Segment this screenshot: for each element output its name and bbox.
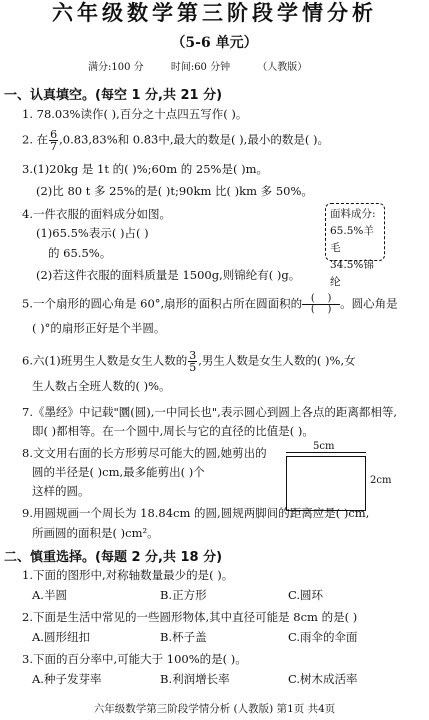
question-1-6a-post: ,男生人数是女生人数的( )%,女 <box>198 353 356 368</box>
question-1-1: 1. 78.03%读作( ),百分之十点四五写作( )。 <box>22 107 248 121</box>
rectangle-width-label: 5cm <box>313 441 335 452</box>
option-2-1-a: A.半圆 <box>32 588 67 602</box>
question-1-5a-post: 。圆心角是 <box>340 296 398 311</box>
rectangle-figure <box>286 456 366 511</box>
fraction-3-5 <box>188 350 197 373</box>
question-1-2-post: ,0.83̇,83%和 0.8̇3̇中,最大的数是( ),最小的数是( )。 <box>59 132 329 147</box>
page-footer: 六年级数学第三阶段学情分析 (人教版) 第1页 共4页 <box>93 703 336 715</box>
rectangle-width-line <box>286 452 366 453</box>
question-1-9b: 所画圆的面积是( )cm²。 <box>32 526 159 540</box>
question-1-4-1b: 的 65.5%。 <box>48 246 112 260</box>
exam-meta <box>88 58 331 73</box>
question-1-4: 4.一件衣服的面料成分如图。 <box>22 207 171 221</box>
blank-denominator: ( ) <box>310 304 332 315</box>
fabric-title: 面料成分: <box>330 208 376 220</box>
question-1-7b: 即( )都相等。在一个圆中,周长与它的直径的比值是( )。 <box>32 424 314 438</box>
option-2-3-a: A.种子发芽率 <box>32 672 102 686</box>
option-2-1-b: B.正方形 <box>160 588 207 602</box>
question-1-5a <box>22 294 398 315</box>
question-1-5a-pre: 5.一个扇形的圆心角是 60°,扇形的面积占所在圆面积的 <box>22 296 303 311</box>
question-2-3: 3.下面的百分率中,可能大于 100%的是( )。 <box>22 652 247 666</box>
option-2-2-a: A.圆形纽扣 <box>32 630 90 644</box>
question-1-2-pre: 2. 在 <box>22 132 49 147</box>
fraction-denominator: 7 <box>50 140 58 153</box>
option-2-2-c: C.雨伞的伞面 <box>288 630 358 644</box>
question-1-6b: 生人数占全班人数的( )%。 <box>32 379 171 393</box>
question-1-6a-pre: 6.六(1)班男生人数是女生人数的 <box>22 353 188 368</box>
page-title: 六年级数学第三阶段学情分析 <box>52 1 377 25</box>
time-label: 时间:60 分钟 <box>170 62 231 73</box>
question-1-3b: (2)比 80 t 多 25%的是( )t;90km 比( )km 多 50%。 <box>36 184 313 198</box>
question-1-8c: 这样的圆。 <box>32 484 90 498</box>
question-1-6a <box>22 350 356 373</box>
score-label: 满分:100 分 <box>88 62 144 73</box>
question-1-8b: 圆的半径是( )cm,最多能剪出( )个 <box>32 465 205 479</box>
fraction-denominator: 5 <box>189 361 197 374</box>
rectangle-height-label: 2cm <box>370 475 392 486</box>
fabric-label-box <box>325 203 385 288</box>
question-2-1: 1.下面的图形中,对称轴数量最少的是( )。 <box>22 568 234 582</box>
blank-numerator: ( ) <box>302 294 340 305</box>
section2-heading: 二、慎重选择。(每题 2 分,共 18 分) <box>4 550 223 565</box>
fabric-wool: 65.5%羊毛 <box>330 225 374 254</box>
option-2-2-b: B.杯子盖 <box>160 630 207 644</box>
option-2-3-b: B.利润增长率 <box>160 672 230 686</box>
question-1-4-1a: (1)65.5%表示( )占( ) <box>36 226 149 240</box>
question-1-4-2: (2)若这件衣服的面料质量是 1500g,则锦纶有( )g。 <box>36 268 301 282</box>
option-2-1-c: C.圆环 <box>288 588 324 602</box>
question-1-3a: 3.(1)20kg 是 1t 的( )%;60m 的 25%是( )m。 <box>22 162 269 176</box>
section1-heading: 一、认真填空。(每空 1 分,共 21 分) <box>4 88 223 103</box>
question-2-2: 2.下面是生活中常见的一些圆形物体,其中直径可能是 8cm 的是( ) <box>22 610 358 624</box>
option-2-3-c: C.树木成活率 <box>288 672 358 686</box>
edition-label: （人教版） <box>257 62 308 73</box>
page-subtitle: （5-6 单元） <box>171 35 258 51</box>
question-1-8a: 8.文文用右面的长方形剪尽可能大的圆,她剪出的 <box>22 446 267 460</box>
fraction-numerator: 3 <box>189 349 197 362</box>
fabric-nylon: 34.5%锦纶 <box>330 259 374 288</box>
fraction-numerator: 6 <box>50 128 58 141</box>
question-1-7a: 7.《墨经》中记载"圜(圆),一中同长也",表示圆心到圆上各点的距离都相等, <box>22 405 397 419</box>
blank-fraction <box>302 294 340 315</box>
question-1-5b: ( )°的扇形正好是个半圆。 <box>32 321 166 335</box>
question-1-2 <box>22 129 329 152</box>
fraction-6-7 <box>49 129 58 152</box>
question-1-9a: 9.用圆规画一个周长为 18.84cm 的圆,圆规两脚间的距离应是( )cm, <box>22 506 370 520</box>
